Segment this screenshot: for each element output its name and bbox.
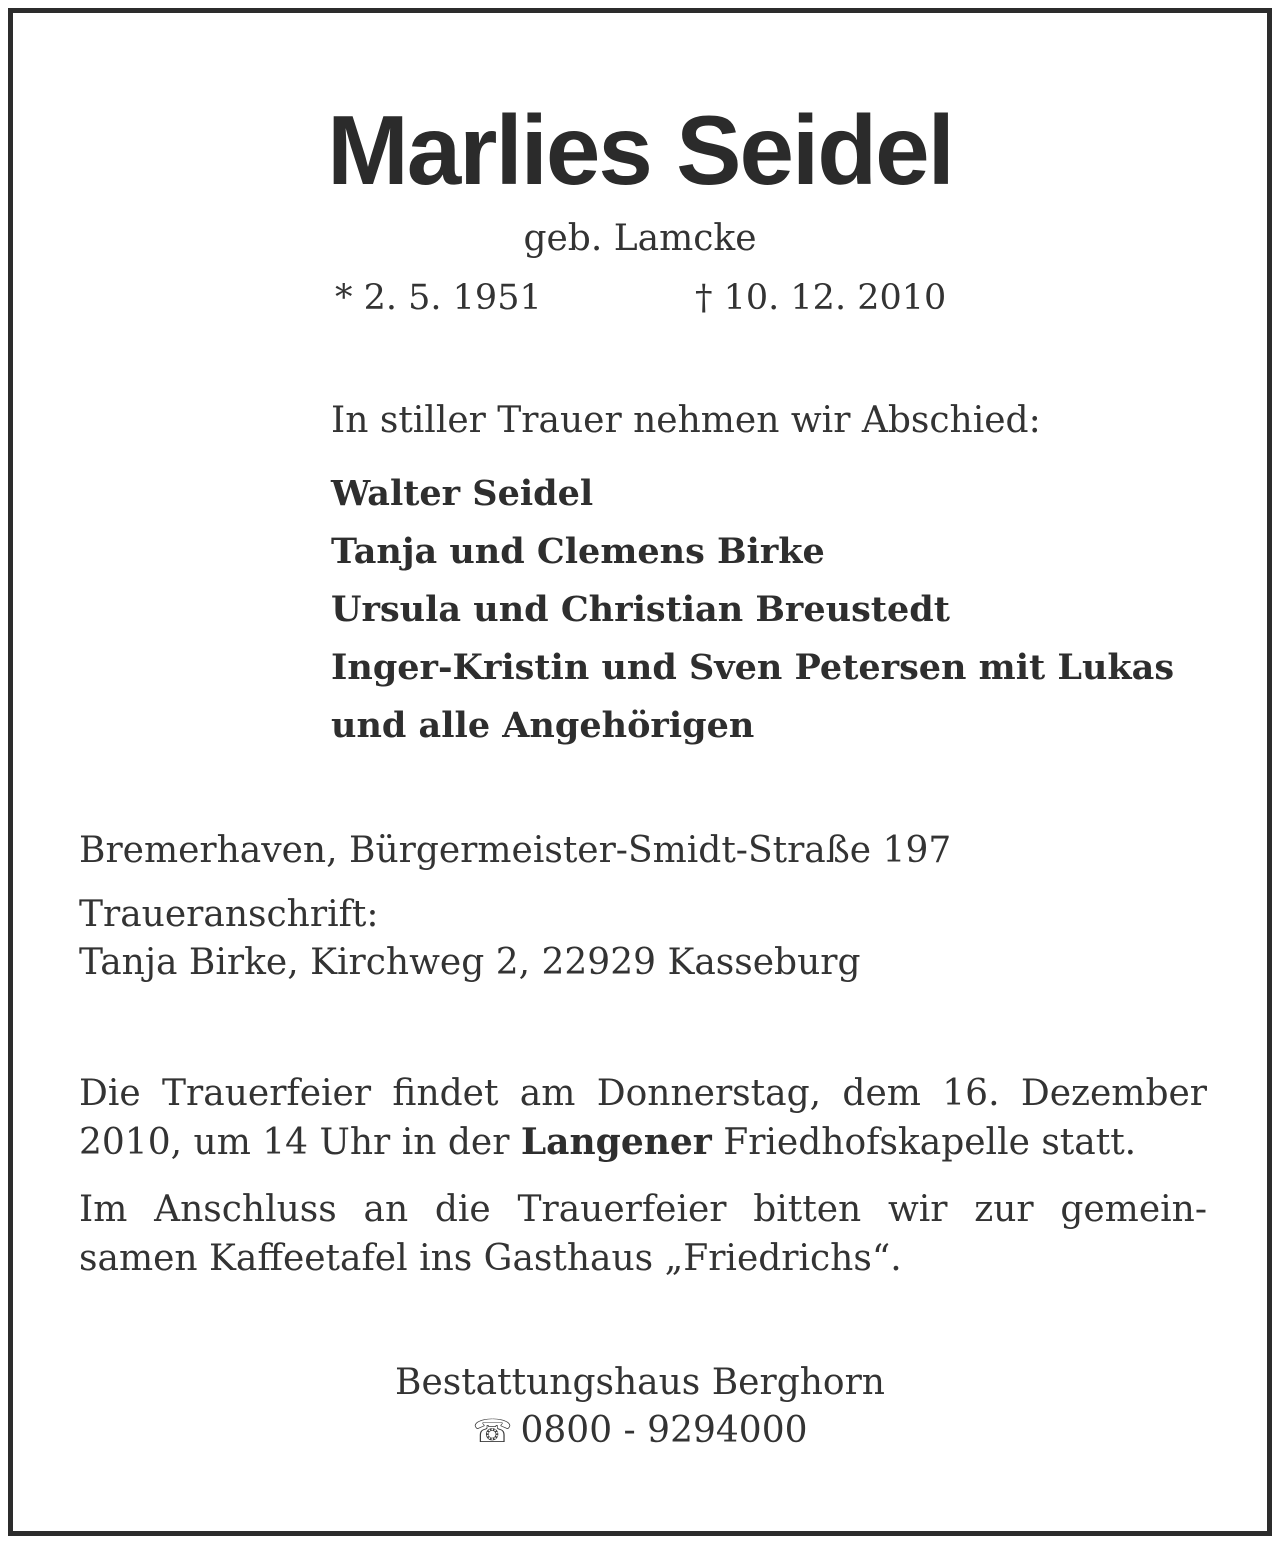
mourner-item: und alle Angehörigen (331, 705, 755, 746)
funeral-line-2 (79, 1118, 1207, 1167)
maiden-name: geb. Lamcke (523, 218, 757, 259)
mourner-item: Inger-Kristin und Sven Petersen mit Lukas (331, 647, 1175, 688)
undertaker-name: Bestattungshaus Berghorn (394, 1362, 885, 1403)
deceased-name: Marlies Seidel (327, 95, 953, 205)
funeral-line-2-end: Friedhofskapelle statt. (711, 1122, 1137, 1163)
death-date: † 10. 12. 2010 (695, 278, 947, 318)
mourner-item: Walter Seidel (331, 473, 594, 514)
mourner-item: Ursula und Christian Breustedt (331, 589, 950, 630)
residence-address: Bremerhaven, Bürgermeister-Smidt-Straße 197 (79, 830, 952, 871)
farewell-intro: In stiller Trauer nehmen wir Abschied: (331, 400, 1041, 441)
mourners-list (331, 471, 1174, 761)
correspondence-address: Tanja Birke, Kirchweg 2, 22929 Kasseburg (79, 942, 861, 983)
mourner-item: Tanja und Clemens Birke (331, 531, 825, 572)
funeral-paragraph (79, 1069, 1207, 1167)
funeral-line-1: Die Trauerfeier findet am Donnerstag, dem 16. Dezember (79, 1073, 1207, 1114)
reception-line-1: Im Anschluss an die Trauerfeier bitten wir zur gemein- (79, 1189, 1207, 1230)
birth-date: * 2. 5. 1951 (335, 278, 542, 318)
reception-line-2: samen Kaffeetafel ins Gasthaus „Friedrichs“. (79, 1238, 902, 1279)
funeral-line-2-start: 2010, um 14 Uhr in der (79, 1122, 521, 1163)
phone-number: 0800 - 9294000 (520, 1410, 808, 1451)
correspondence-label: Traueranschrift: (79, 894, 379, 935)
reception-paragraph (79, 1185, 1207, 1283)
undertaker-phone (13, 1410, 1267, 1451)
notice-frame (8, 8, 1272, 1536)
chapel-location: Langener (520, 1121, 712, 1163)
telephone-icon: ☏ (472, 1412, 513, 1450)
